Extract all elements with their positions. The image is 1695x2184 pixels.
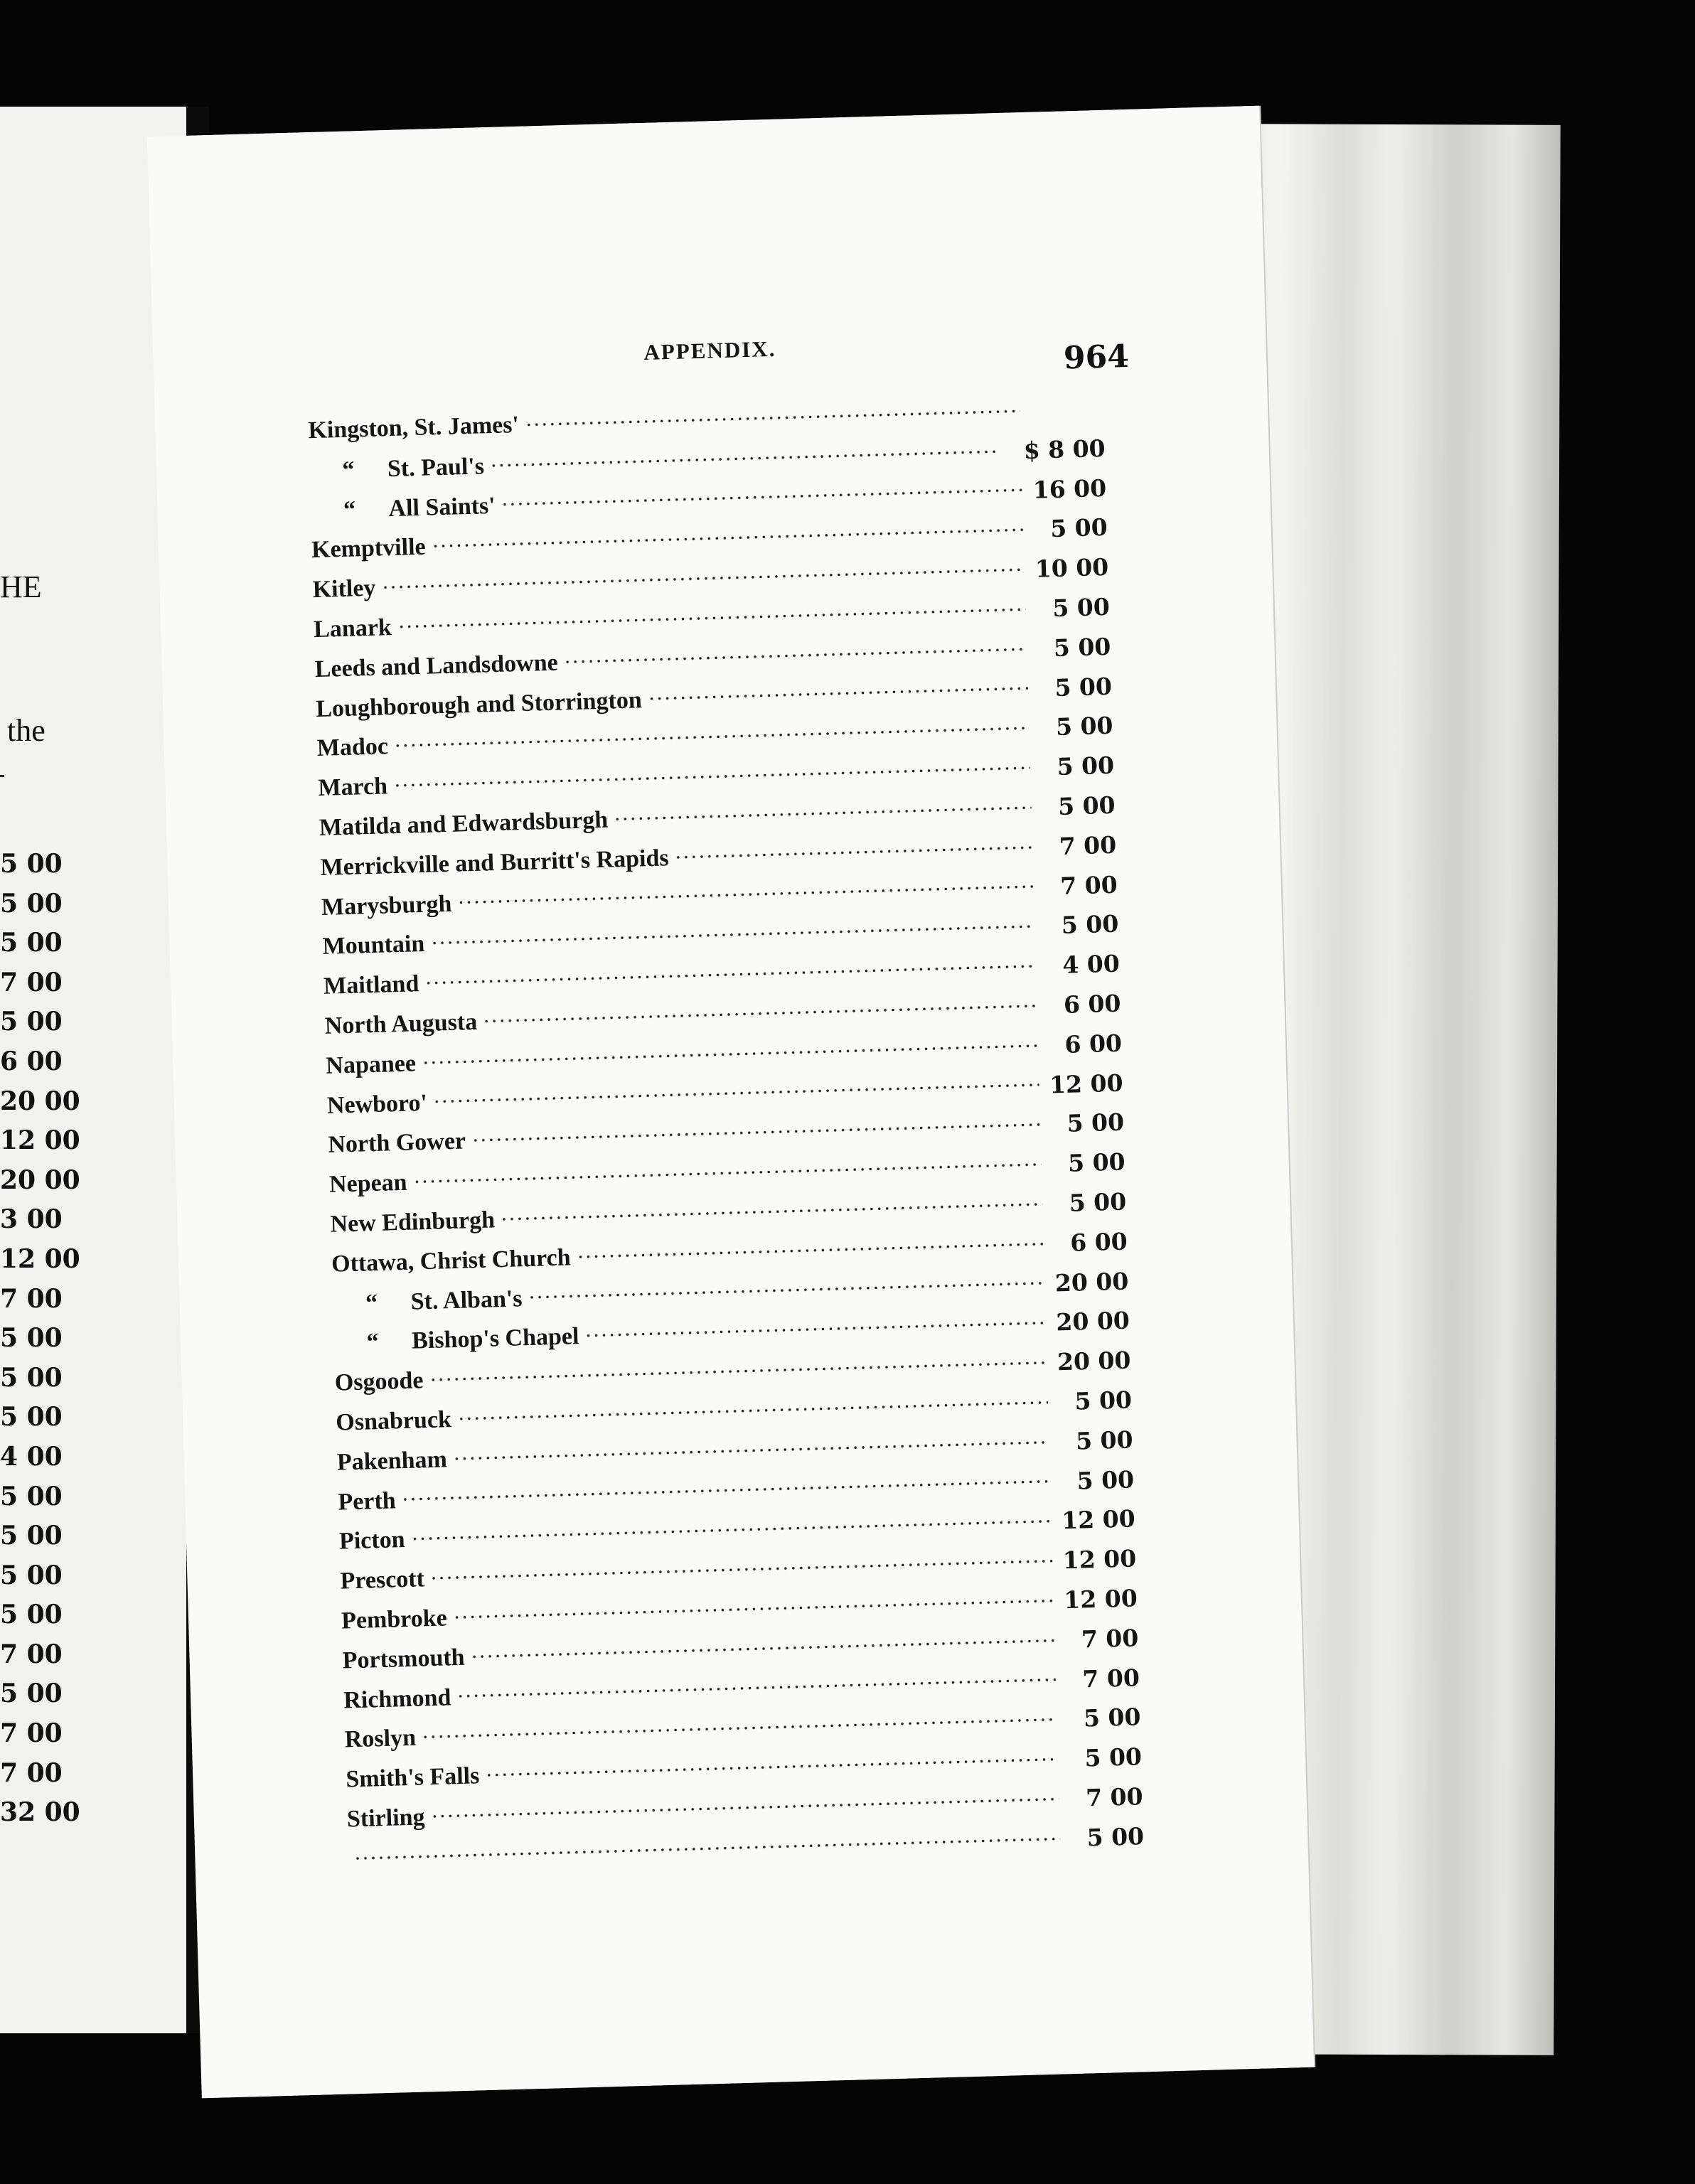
entry-name: Perth [337, 1487, 397, 1516]
entry-amount: 5 00 [1066, 1108, 1125, 1138]
entry-name: Lanark [313, 614, 392, 643]
dot-leader [353, 1835, 1060, 1862]
entry-name: Merrickville and Burritt's Rapids [320, 845, 670, 881]
entry-name: Kingston, St. James' [307, 411, 520, 444]
dot-leader [457, 1399, 1048, 1423]
entry-amount: 20 00 [1054, 1267, 1129, 1297]
left-page-amount: 32 00 [0, 1797, 80, 1828]
entry-name: Newboro' [326, 1089, 428, 1119]
left-page-amount: 5 00 [0, 1679, 63, 1709]
entry-name: Roslyn [344, 1725, 417, 1753]
dot-leader [457, 883, 1034, 906]
left-page-amount-column [0, 845, 80, 1833]
left-page-amount: 12 00 [0, 1243, 80, 1274]
dot-leader [490, 448, 997, 469]
entry-amount: 6 00 [1063, 989, 1121, 1019]
left-page-amount: 7 00 [0, 1283, 63, 1314]
entry-amount: 6 00 [1064, 1029, 1123, 1059]
dot-leader [483, 1002, 1037, 1025]
left-page-text-fragment: the [7, 713, 46, 748]
entry-amount: 20 00 [1057, 1346, 1131, 1376]
entry-amount: 12 00 [1061, 1504, 1136, 1535]
entry-name: March [317, 773, 388, 802]
dot-leader [674, 844, 1032, 861]
entry-amount: 16 00 [1032, 473, 1107, 504]
left-page-amount: 5 00 [0, 1007, 63, 1037]
entry-amount: 6 00 [1069, 1227, 1128, 1257]
entry-amount: 5 00 [1076, 1465, 1135, 1495]
entry-name: Pembroke [341, 1605, 448, 1634]
entry-amount: 7 00 [1059, 870, 1118, 900]
dot-leader [433, 1081, 1039, 1106]
left-page-amount: 12 00 [0, 1125, 80, 1156]
page-number: 964 [1063, 338, 1130, 377]
left-page-amount: 5 00 [0, 1600, 63, 1630]
dot-leader [501, 1201, 1043, 1223]
left-page-amount: 5 00 [0, 888, 63, 919]
dot-leader [393, 764, 1030, 789]
entry-amount: 5 00 [1049, 513, 1108, 543]
entry-name: Richmond [343, 1684, 451, 1714]
left-page-amount: 5 00 [0, 1362, 63, 1393]
entry-amount: 7 00 [1085, 1782, 1144, 1812]
dot-leader [525, 407, 1020, 428]
left-page-amount: 5 00 [0, 1481, 63, 1511]
dot-leader [397, 606, 1026, 631]
entry-amount: 7 00 [1059, 830, 1117, 860]
dot-leader [381, 566, 1025, 591]
dot-leader [453, 1597, 1054, 1621]
left-page-amount: 6 00 [0, 1046, 63, 1076]
left-page-amount: 7 00 [0, 1757, 63, 1788]
left-page-amount: 5 00 [0, 928, 63, 958]
ditto-mark: “ [366, 1329, 380, 1356]
entry-amount: 12 00 [1063, 1584, 1138, 1615]
entry-name: Marysburgh [321, 890, 452, 921]
entry-amount [1026, 416, 1104, 418]
entry-name: Mountain [322, 931, 425, 960]
entry-name: Leeds and Landsdowne [314, 649, 559, 682]
entry-name: St. Paul's [387, 453, 485, 482]
entry-name: Prescott [340, 1565, 425, 1595]
entry-amount: 12 00 [1049, 1069, 1123, 1099]
entry-name: Loughborough and Storrington [315, 686, 643, 722]
entry-amount: 5 00 [1053, 632, 1111, 662]
ditto-mark: “ [341, 456, 355, 483]
entry-name: New Edinburgh [330, 1206, 496, 1238]
left-page-amount: 5 00 [0, 849, 63, 879]
entry-amount: 5 00 [1084, 1743, 1143, 1772]
dot-leader [485, 1755, 1058, 1779]
entry-name: Maitland [323, 970, 419, 1000]
entry-amount: 5 00 [1057, 751, 1115, 781]
subscription-list [308, 389, 1145, 1878]
dot-leader [422, 1716, 1057, 1741]
entry-amount: 7 00 [1081, 1663, 1140, 1693]
entry-name: Madoc [316, 733, 389, 762]
dot-leader [430, 923, 1034, 947]
running-head: APPENDIX. [643, 336, 776, 365]
entry-amount: 5 00 [1054, 672, 1113, 702]
dot-leader [584, 1320, 1046, 1339]
dot-leader [422, 1042, 1038, 1066]
entry-amount: 5 00 [1052, 592, 1111, 623]
left-page-amount: 4 00 [0, 1441, 63, 1472]
entry-amount: 5 00 [1075, 1425, 1134, 1455]
dot-leader [576, 1240, 1043, 1260]
left-page-amount: 5 00 [0, 1323, 63, 1354]
dot-leader [470, 1637, 1054, 1660]
dot-leader [456, 1676, 1056, 1701]
entry-name: Matilda and Edwardsburgh [319, 806, 609, 841]
left-page-amount: 5 00 [0, 1560, 63, 1590]
dot-leader [501, 487, 1023, 508]
entry-name: St. Alban's [410, 1285, 523, 1315]
entry-amount: 5 00 [1086, 1821, 1145, 1852]
left-page-amount: 7 00 [0, 1718, 63, 1749]
entry-amount: 5 00 [1069, 1187, 1127, 1217]
entry-amount: 7 00 [1081, 1623, 1139, 1654]
left-page-amount: 5 00 [0, 1402, 63, 1433]
entry-name: Osgoode [334, 1367, 424, 1396]
entry-name: Nepean [328, 1169, 408, 1198]
entry-amount: 12 00 [1062, 1544, 1137, 1575]
dot-leader [431, 526, 1023, 550]
entry-amount: 20 00 [1055, 1306, 1130, 1337]
dot-leader [648, 685, 1029, 703]
entry-amount: 5 00 [1061, 910, 1119, 940]
dot-leader [430, 1795, 1059, 1820]
dot-leader [410, 1518, 1051, 1543]
dot-leader [429, 1359, 1047, 1383]
entry-amount: 5 00 [1057, 791, 1116, 820]
dot-leader [412, 1161, 1041, 1186]
appendix-page [147, 106, 1314, 2099]
dot-leader [430, 1558, 1053, 1582]
dot-leader [394, 724, 1030, 749]
entry-name: Portsmouth [342, 1644, 466, 1674]
entry-name: Pakenham [336, 1446, 448, 1476]
entry-name: Picton [338, 1526, 406, 1555]
entry-name: North Gower [327, 1128, 466, 1159]
left-page-amount: 7 00 [0, 967, 63, 997]
entry-amount: 10 00 [1034, 553, 1109, 583]
entry-amount: 5 00 [1083, 1703, 1141, 1733]
entry-name: Smith's Falls [345, 1762, 480, 1793]
entry-name: Kitley [312, 574, 376, 604]
dot-leader [564, 646, 1027, 665]
entry-name: Kemptville [311, 534, 427, 564]
left-page-heading-fragment: HE [0, 569, 42, 604]
left-page-dash [0, 775, 4, 777]
dot-leader [424, 963, 1036, 987]
entry-amount: 5 00 [1067, 1147, 1126, 1177]
entry-name: Osnabruck [335, 1406, 452, 1436]
entry-amount: 4 00 [1062, 949, 1121, 980]
entry-name: All Saints' [387, 492, 496, 522]
entry-name: Stirling [346, 1804, 426, 1833]
left-page-amount: 20 00 [0, 1165, 80, 1195]
entry-amount: 5 00 [1074, 1386, 1133, 1415]
dot-leader [614, 804, 1032, 823]
entry-amount: 5 00 [1055, 712, 1113, 742]
dot-leader [528, 1280, 1044, 1301]
ditto-mark: “ [365, 1289, 378, 1316]
entry-name: North Augusta [324, 1008, 478, 1039]
entry-name: Napanee [325, 1050, 417, 1079]
left-page-amount: 7 00 [0, 1639, 63, 1669]
ditto-mark: “ [343, 496, 356, 523]
dot-leader [453, 1438, 1049, 1462]
dot-leader [471, 1121, 1040, 1144]
dot-leader [401, 1478, 1050, 1503]
left-page-amount: 5 00 [0, 1521, 63, 1551]
left-page-amount: 20 00 [0, 1086, 80, 1116]
entry-amount: $ 8 00 [1023, 434, 1106, 464]
left-page-amount: 3 00 [0, 1204, 63, 1235]
entry-name: Ottawa, Christ Church [331, 1244, 572, 1278]
entry-name: Bishop's Chapel [411, 1323, 579, 1354]
